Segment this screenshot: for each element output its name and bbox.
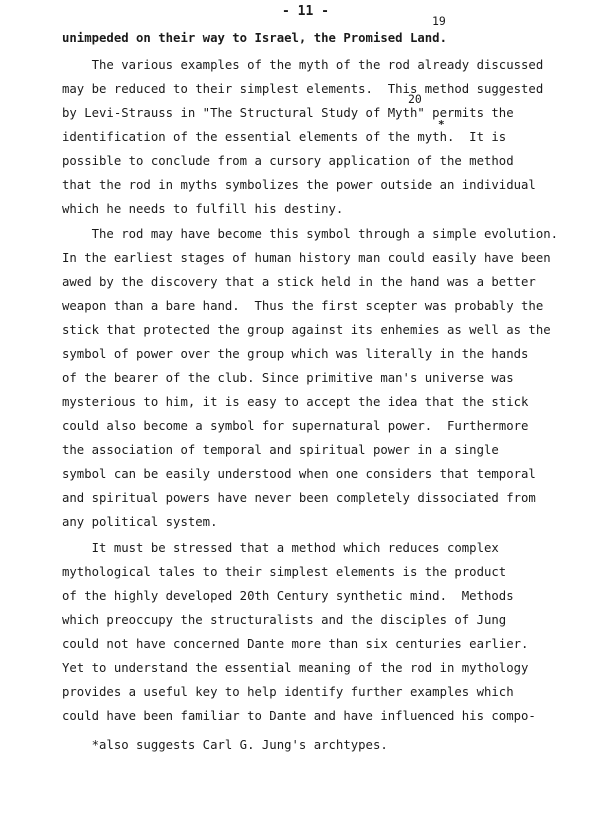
text-line: by Levi-Strauss in "The Structural Study of Myth" permits the	[62, 106, 514, 120]
text-line: identification of the essential elements of the myth. It is	[62, 130, 507, 144]
text-line: of the bearer of the club. Since primitive man's universe was	[62, 371, 514, 385]
text-line: weapon than a bare hand. Thus the first scepter was probably the	[62, 299, 544, 313]
text-line: symbol can be easily understood when one considers that temporal	[62, 467, 536, 481]
text-line: of the highly developed 20th Century synthetic mind. Methods	[62, 589, 514, 603]
text-line: symbol of power over the group which was literally in the hands	[62, 347, 529, 361]
text-line: possible to conclude from a cursory application of the method	[62, 154, 514, 168]
text-line: The rod may have become this symbol through a simple evolution.	[62, 227, 559, 241]
text-line: may be reduced to their simplest elements. This method suggested	[62, 82, 544, 96]
text-line: In the earliest stages of human history man could easily have been	[62, 251, 551, 265]
footnote: *also suggests Carl G. Jung's archtypes.	[62, 738, 388, 752]
text-line: could also become a symbol for supernatural power. Furthermore	[62, 419, 529, 433]
text-line: which preoccupy the structuralists and the disciples of Jung	[62, 613, 507, 627]
text-line: could not have concerned Dante more than six centuries earlier.	[62, 637, 529, 651]
text-line: and spiritual powers have never been completely dissociated from	[62, 491, 536, 505]
text-line: Yet to understand the essential meaning of the rod in mythology	[62, 661, 529, 675]
text-line: mythological tales to their simplest elements is the product	[62, 565, 507, 579]
asterisk-mark: *	[438, 118, 445, 131]
text-line: any political system.	[62, 515, 218, 529]
text-line: awed by the discovery that a stick held in the hand was a better	[62, 275, 536, 289]
text-line: mysterious to him, it is easy to accept the idea that the stick	[62, 395, 529, 409]
text-line: the association of temporal and spiritual power in a single	[62, 443, 499, 457]
text-line: unimpeded on their way to Israel, the Promised Land.	[62, 31, 447, 45]
footnote-ref-19: 19	[432, 14, 446, 28]
text-line: that the rod in myths symbolizes the power outside an individual	[62, 178, 536, 192]
footnote-ref-20: 20	[408, 92, 422, 106]
text-line: could have been familiar to Dante and have influenced his compo-	[62, 709, 536, 723]
text-line: It must be stressed that a method which reduces complex	[62, 541, 499, 555]
text-line: which he needs to fulfill his destiny.	[62, 202, 344, 216]
text-line: The various examples of the myth of the rod already discussed	[62, 58, 544, 72]
text-line: stick that protected the group against its enhemies as well as the	[62, 323, 551, 337]
text-line: provides a useful key to help identify further examples which	[62, 685, 514, 699]
page-number: - 11 -	[282, 4, 329, 19]
